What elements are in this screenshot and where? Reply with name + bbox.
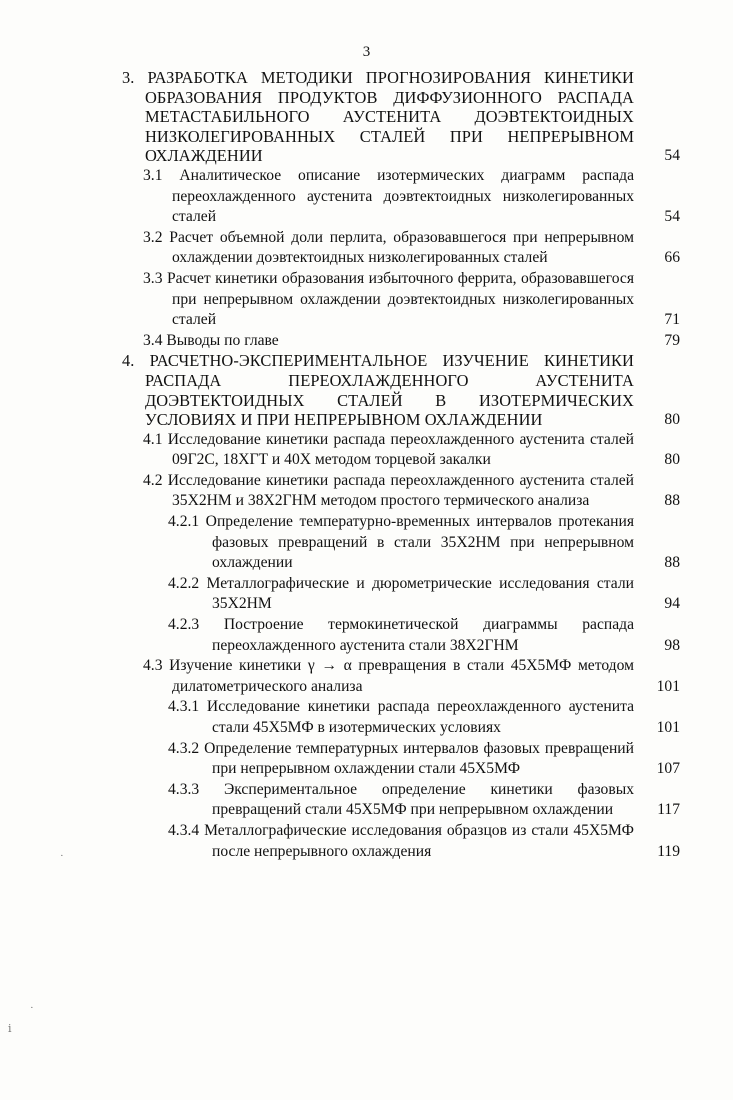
toc-entry-section-4-2	[0, 471, 733, 512]
toc-entry-page: 71	[664, 311, 680, 329]
toc-entry-title: 3.1 Аналитическое описание изотермических диаграмм распада переохлажденного аустенита доэвтектоидных низколегированных сталей	[143, 166, 634, 226]
toc-entry-title: 3.4 Выводы по главе	[143, 331, 279, 349]
toc-entry-page: 80	[664, 451, 680, 469]
toc-entry-chapter-4	[0, 351, 733, 429]
toc-entry-page: 94	[664, 595, 680, 613]
scan-speck: ·	[30, 1002, 34, 1014]
toc-entry-title: 3.2 Расчет объемной доли перлита, образовавшегося при непрерывном охлаждении доэвтектоидных низколегированных сталей	[143, 228, 634, 267]
toc-entry-title: 4.3.3 Экспериментальное определение кинетики фазовых превращений стали 45Х5МФ при непрерывном охлаждении	[168, 780, 634, 819]
toc-entry-section-4-3	[0, 656, 733, 697]
toc-entry-title: 3.3 Расчет кинетики образования избыточного феррита, образовавшегося при непрерывном охлаждении доэвтектоидных низколегированных сталей	[143, 269, 634, 329]
scan-speck: ·	[60, 850, 64, 862]
toc-entry-title: 4.2.2 Металлографические и дюрометрические исследования стали 35Х2НМ	[168, 574, 634, 613]
toc-entry-section-4-2-3	[0, 615, 733, 656]
toc-entry-page: 54	[664, 147, 680, 165]
toc-entry-page: 117	[657, 801, 680, 819]
toc-entry-page: 119	[657, 842, 680, 860]
toc-entry-chapter-3	[0, 68, 733, 166]
toc-entry-title: 3. РАЗРАБОТКА МЕТОДИКИ ПРОГНОЗИРОВАНИЯ КИНЕТИКИ ОБРАЗОВАНИЯ ПРОДУКТОВ ДИФФУЗИОННОГО РАСПАДА МЕТАСТАБИЛЬНОГО АУСТЕНИТА ДОЭВТЕКТОИДНЫХ НИЗКОЛЕГИРОВАННЫХ СТАЛЕЙ ПРИ НЕПРЕРЫВНОМ ОХЛАЖДЕНИИ	[122, 68, 634, 166]
toc-entry-page: 88	[664, 554, 680, 572]
toc-entry-page: 101	[656, 719, 680, 736]
toc-entry-section-3-4	[0, 331, 733, 352]
toc-entry-section-4-1	[0, 430, 733, 471]
toc-entry-page: 98	[664, 636, 680, 654]
toc-entry-page: 80	[664, 411, 680, 429]
table-of-contents	[0, 68, 733, 862]
toc-entry-title: 4.2 Исследование кинетики распада переохлажденного аустенита сталей 35Х2НМ и 38Х2ГНМ методом простого термического анализа	[143, 471, 634, 510]
toc-entry-title: 4.3 Изучение кинетики γ → α превращения в стали 45Х5МФ методом дилатометрического анализа	[143, 657, 634, 695]
toc-entry-title: 4. РАСЧЕТНО-ЭКСПЕРИМЕНТАЛЬНОЕ ИЗУЧЕНИЕ КИНЕТИКИ РАСПАДА ПЕРЕОХЛАЖДЕННОГО АУСТЕНИТА ДОЭВТЕКТОИДНЫХ СТАЛЕЙ В ИЗОТЕРМИЧЕСКИХ УСЛОВИЯХ И ПРИ НЕПРЕРЫВНОМ ОХЛАЖДЕНИИ	[122, 351, 634, 430]
toc-entry-title: 4.2.1 Определение температурно-временных интервалов протекания фазовых превращений в стали 35Х2НМ при непрерывном охлаждении	[168, 513, 634, 572]
toc-entry-page: 66	[664, 249, 680, 267]
toc-entry-title: 4.3.4 Металлографические исследования образцов из стали 45Х5МФ после непрерывного охлаждения	[168, 821, 634, 860]
toc-entry-section-3-2	[0, 228, 733, 269]
toc-entry-page: 101	[656, 677, 680, 695]
scan-artifact: ⅰ	[8, 1023, 12, 1035]
page-number: 3	[362, 44, 371, 60]
toc-entry-page: 79	[664, 331, 680, 349]
toc-entry-page: 107	[656, 760, 680, 778]
toc-entry-section-3-1	[0, 166, 733, 228]
toc-entry-page: 88	[664, 492, 680, 510]
toc-entry-title: 4.2.3 Построение термокинетической диаграммы распада переохлажденного аустенита стали 38Х2ГНМ	[168, 616, 634, 654]
toc-entry-section-4-3-1	[0, 697, 733, 738]
toc-entry-section-4-3-4	[0, 821, 733, 862]
toc-entry-page: 54	[664, 208, 680, 226]
toc-entry-section-4-3-3	[0, 780, 733, 821]
toc-entry-section-4-3-2	[0, 739, 733, 780]
toc-entry-title: 4.3.1 Исследование кинетики распада переохлажденного аустенита стали 45Х5МФ в изотермических условиях	[168, 698, 634, 736]
toc-entry-title: 4.3.2 Определение температурных интервалов фазовых превращений при непрерывном охлаждении стали 45Х5МФ	[168, 739, 634, 778]
toc-entry-section-4-2-1	[0, 512, 733, 574]
toc-entry-section-3-3	[0, 269, 733, 331]
toc-entry-section-4-2-2	[0, 574, 733, 615]
toc-entry-title: 4.1 Исследование кинетики распада переохлажденного аустенита сталей 09Г2С, 18ХГТ и 40Х методом торцевой закалки	[143, 430, 634, 469]
